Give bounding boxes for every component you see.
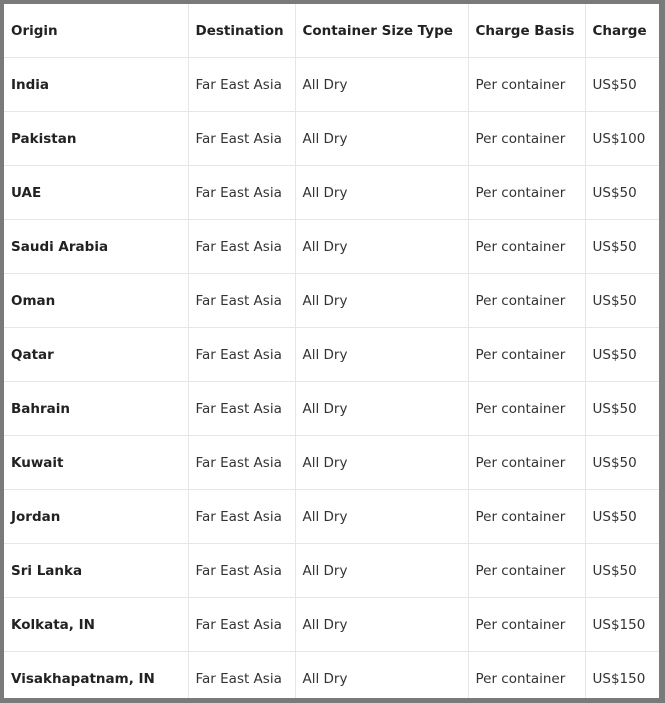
cell-destination: Far East Asia: [188, 112, 295, 166]
cell-charge: US$50: [585, 382, 659, 436]
cell-container-type: All Dry: [295, 220, 468, 274]
cell-charge: US$50: [585, 544, 659, 598]
cell-container-type: All Dry: [295, 58, 468, 112]
table-header: [4, 4, 659, 58]
cell-charge: US$50: [585, 166, 659, 220]
cell-charge: US$100: [585, 112, 659, 166]
cell-charge-basis: Per container: [468, 598, 585, 652]
cell-container-type: All Dry: [295, 598, 468, 652]
cell-destination: Far East Asia: [188, 274, 295, 328]
cell-container-type: All Dry: [295, 544, 468, 598]
cell-charge-basis: Per container: [468, 490, 585, 544]
cell-container-type: All Dry: [295, 166, 468, 220]
cell-container-type: All Dry: [295, 328, 468, 382]
cell-container-type: All Dry: [295, 274, 468, 328]
cell-origin: Kuwait: [4, 436, 188, 490]
cell-destination: Far East Asia: [188, 490, 295, 544]
header-container-size-type: Container Size Type: [295, 4, 468, 58]
cell-origin: UAE: [4, 166, 188, 220]
cell-origin: Bahrain: [4, 382, 188, 436]
cell-origin: Qatar: [4, 328, 188, 382]
cell-destination: Far East Asia: [188, 220, 295, 274]
cell-origin: Saudi Arabia: [4, 220, 188, 274]
cell-charge: US$50: [585, 220, 659, 274]
charges-table-frame: [4, 4, 659, 698]
cell-origin: Jordan: [4, 490, 188, 544]
header-charge: Charge: [585, 4, 659, 58]
table-row: [4, 274, 659, 328]
header-destination: Destination: [188, 4, 295, 58]
cell-container-type: All Dry: [295, 112, 468, 166]
header-charge-basis: Charge Basis: [468, 4, 585, 58]
cell-container-type: All Dry: [295, 652, 468, 699]
cell-charge-basis: Per container: [468, 436, 585, 490]
cell-charge-basis: Per container: [468, 382, 585, 436]
table-row: [4, 490, 659, 544]
header-origin: Origin: [4, 4, 188, 58]
cell-container-type: All Dry: [295, 490, 468, 544]
table-row: [4, 544, 659, 598]
cell-origin: Kolkata, IN: [4, 598, 188, 652]
cell-charge: US$50: [585, 328, 659, 382]
table-row: [4, 220, 659, 274]
cell-charge-basis: Per container: [468, 220, 585, 274]
cell-destination: Far East Asia: [188, 544, 295, 598]
cell-charge: US$50: [585, 436, 659, 490]
cell-destination: Far East Asia: [188, 436, 295, 490]
cell-charge-basis: Per container: [468, 652, 585, 699]
cell-destination: Far East Asia: [188, 652, 295, 699]
table-row: [4, 652, 659, 699]
header-row: [4, 4, 659, 58]
cell-charge-basis: Per container: [468, 112, 585, 166]
table-body: [4, 58, 659, 699]
table-row: [4, 166, 659, 220]
cell-charge: US$50: [585, 490, 659, 544]
table-row: [4, 58, 659, 112]
cell-charge: US$150: [585, 652, 659, 699]
cell-destination: Far East Asia: [188, 328, 295, 382]
cell-charge-basis: Per container: [468, 58, 585, 112]
cell-charge: US$150: [585, 598, 659, 652]
cell-charge-basis: Per container: [468, 166, 585, 220]
cell-origin: Visakhapatnam, IN: [4, 652, 188, 699]
cell-charge-basis: Per container: [468, 544, 585, 598]
cell-origin: India: [4, 58, 188, 112]
cell-destination: Far East Asia: [188, 382, 295, 436]
cell-origin: Oman: [4, 274, 188, 328]
table-row: [4, 436, 659, 490]
cell-container-type: All Dry: [295, 382, 468, 436]
table-row: [4, 382, 659, 436]
cell-charge-basis: Per container: [468, 328, 585, 382]
charges-table: [4, 4, 659, 698]
cell-charge: US$50: [585, 274, 659, 328]
table-row: [4, 112, 659, 166]
cell-origin: Pakistan: [4, 112, 188, 166]
cell-container-type: All Dry: [295, 436, 468, 490]
table-row: [4, 328, 659, 382]
cell-destination: Far East Asia: [188, 166, 295, 220]
cell-destination: Far East Asia: [188, 598, 295, 652]
table-row: [4, 598, 659, 652]
cell-charge-basis: Per container: [468, 274, 585, 328]
cell-charge: US$50: [585, 58, 659, 112]
cell-destination: Far East Asia: [188, 58, 295, 112]
cell-origin: Sri Lanka: [4, 544, 188, 598]
